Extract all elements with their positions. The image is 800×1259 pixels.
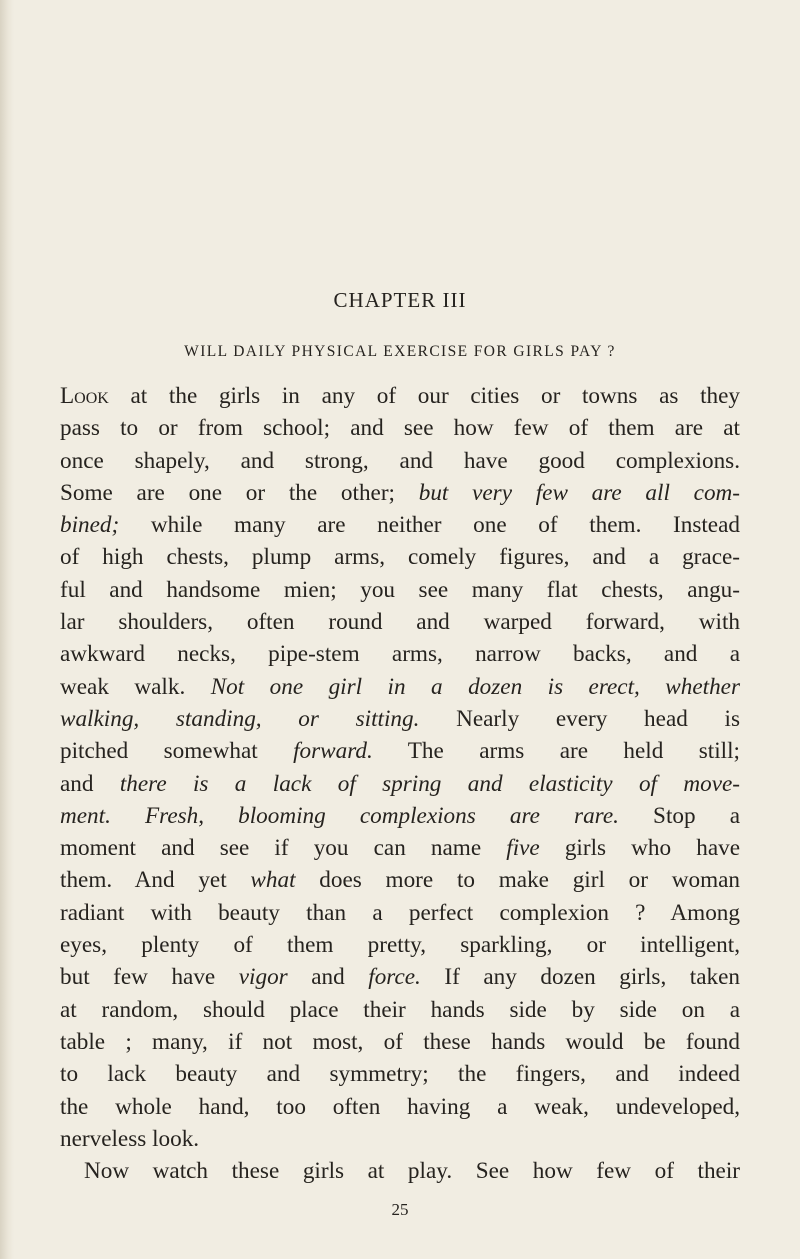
page-number: 25 <box>391 1200 409 1219</box>
text-run: at random, should place their hands side by side on a <box>60 996 740 1023</box>
text-run: Now watch these girls at play. See how few of their <box>84 1158 740 1185</box>
text-run: eyes, plenty of them pretty, sparkling, or intelligent, <box>60 932 740 959</box>
text-line <box>60 832 740 864</box>
text-line <box>60 768 740 800</box>
text-run: walking, standing, or sitting. <box>60 705 420 732</box>
text-run: while many are neither one of them. Instead <box>119 512 740 539</box>
body-text <box>60 380 740 1187</box>
text-line <box>60 380 740 412</box>
text-line <box>60 897 740 929</box>
text-line <box>60 1091 740 1123</box>
text-run: the whole hand, too often having a weak, undeveloped, <box>60 1093 740 1120</box>
text-run: does more to make girl or woman <box>295 867 740 894</box>
text-run: of high chests, plump arms, comely figures, and a grace- <box>60 544 740 571</box>
text-run: ful and handsome mien; you see many flat chests, angu- <box>60 576 740 603</box>
text-run: to lack beauty and symmetry; the fingers, and indeed <box>60 1061 740 1088</box>
text-run: Some are one or the other; <box>60 479 419 506</box>
text-line <box>60 961 740 993</box>
text-line <box>60 703 740 735</box>
text-line <box>60 477 740 509</box>
text-run: forward. <box>293 738 373 765</box>
text-line <box>60 994 740 1026</box>
text-run: Look <box>60 383 109 409</box>
text-run: force. <box>368 964 421 991</box>
text-run: ment. Fresh, blooming complexions are rare. <box>60 802 619 829</box>
text-run: Stop a <box>618 802 740 829</box>
text-line <box>60 671 740 703</box>
text-run: lar shoulders, often round and warped forward, with <box>60 609 740 636</box>
text-line <box>60 412 740 444</box>
text-run: and <box>287 964 369 991</box>
text-line <box>60 864 740 896</box>
text-run: The arms are held still; <box>372 738 740 765</box>
text-line <box>60 445 740 477</box>
text-line <box>60 735 740 767</box>
text-run: Nearly every head is <box>419 705 740 732</box>
text-line <box>60 1026 740 1058</box>
text-run: at the girls in any of our cities or towns as they <box>108 383 740 409</box>
text-line <box>60 606 740 638</box>
text-line <box>60 509 740 541</box>
text-run: once shapely, and strong, and have good complexions. <box>60 447 740 474</box>
text-run: five <box>506 835 540 862</box>
text-run: radiant with beauty than a perfect complexion ? Among <box>60 899 740 926</box>
text-line <box>60 800 740 832</box>
text-run: bined; <box>60 512 120 539</box>
text-run: pitched somewhat <box>60 738 294 765</box>
text-run: moment and see if you can name <box>60 835 507 862</box>
text-run: but few have <box>60 964 239 991</box>
text-run: vigor <box>238 964 288 991</box>
text-run: pass to or from school; and see how few of them are at <box>60 415 740 442</box>
text-line <box>60 541 740 573</box>
text-run: but very few are all com- <box>418 479 740 506</box>
text-run: there is a lack of spring and elasticity of move- <box>119 770 740 797</box>
text-run: awkward necks, pipe-stem arms, narrow backs, and a <box>60 641 740 668</box>
chapter-heading: CHAPTER III <box>333 288 467 312</box>
text-line <box>60 638 740 670</box>
text-run: table ; many, if not most, of these hands would be found <box>60 1028 740 1055</box>
text-run: girls who have <box>539 835 740 862</box>
text-run: If any dozen girls, taken <box>420 964 740 991</box>
chapter-title: WILL DAILY PHYSICAL EXERCISE FOR GIRLS PAY ? <box>184 343 616 360</box>
text-line <box>60 574 740 606</box>
text-run: what <box>250 867 296 894</box>
text-run: Not one girl in a dozen is erect, whether <box>210 673 740 700</box>
text-run: weak walk. <box>60 673 211 700</box>
page-spine-shadow <box>0 0 14 1259</box>
text-line <box>60 929 740 961</box>
text-run: and <box>60 770 120 797</box>
text-line <box>60 1155 740 1187</box>
text-line <box>60 1123 740 1155</box>
text-run: them. And yet <box>60 867 251 894</box>
text-run: nerveless look. <box>60 1125 200 1152</box>
text-line <box>60 1058 740 1090</box>
